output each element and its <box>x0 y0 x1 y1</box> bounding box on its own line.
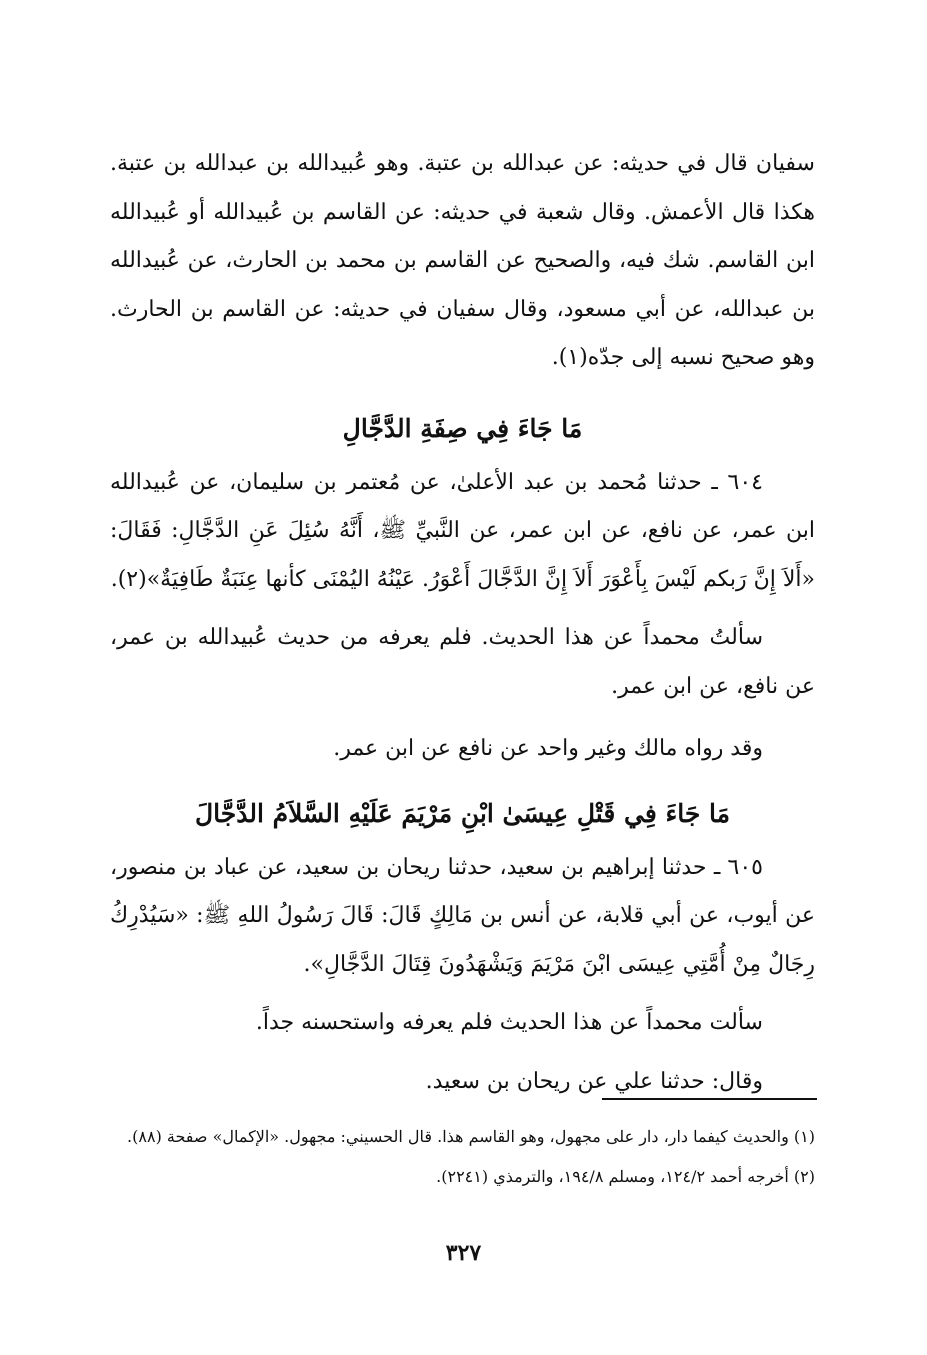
section-heading-isa-kills-dajjal: مَا جَاءَ فِي قَتْلِ عِيسَىٰ ابْنِ مَرْيَمَ عَلَيْهِ السَّلاَمُ الدَّجَّالَ <box>194 798 731 828</box>
footnote-divider <box>602 1098 817 1100</box>
hadith-604: ٦٠٤ ـ حدثنا مُحمد بن عبد الأعلىٰ، عن مُعتمر بن سليمان، عن عُبيدالله ابن عمر، عن نافع، عن ابن عمر، عن النَّبيِّ ﷺ، أَنَّهُ سُئِلَ عَنِ الدَّجَّالِ: فَقَالَ: «أَلاَ إِنَّ رَبكم لَيْسَ بِأَعْوَرَ أَلاَ إِنَّ الدَّجَّالَ أَعْوَرُ. عَيْنُهُ اليُمْنَى كأنها عِنَبَةٌ طَافِيَةٌ»(٢). <box>110 469 815 592</box>
paragraph-4: وقد رواه مالك وغير واحد عن نافع عن ابن عمر. <box>333 736 763 761</box>
page-number: ٣٢٧ <box>445 1240 482 1266</box>
footnote-2: (٢) أخرجه أحمد ١٢٤/٢، ومسلم ١٩٤/٨، والترمذي (٢٢٤١). <box>436 1167 815 1186</box>
paragraph-1: سفيان قال في حديثه: عن عبدالله بن عتبة. وهو عُبيدالله بن عبدالله بن عتبة. هكذا قال الأعمش. وقال شعبة في حديثه: عن القاسم بن عُبيدالله أو عُبيدالله ابن القاسم. شك فيه، والصحيح عن القاسم بن محمد بن الحارث، عن عُبيدالله بن عبدالله، عن أبي مسعود، وقال سفيان في حديثه: عن القاسم بن الحارث. وهو صحيح نسبه إلى جدّه(١). <box>110 151 815 370</box>
paragraph-3: سألتُ محمداً عن هذا الحديث. فلم يعرفه من حديث عُبيدالله بن عمر، عن نافع، عن ابن عمر. <box>110 625 815 699</box>
paragraph-6: سألت محمداً عن هذا الحديث فلم يعرفه واستحسنه جداً. <box>255 1010 763 1035</box>
paragraph-7: وقال: حدثنا علي عن ريحان بن سعيد. <box>425 1068 763 1094</box>
footnotes <box>110 1118 815 1196</box>
footnote-1: (١) والحديث كيفما دار، دار على مجهول، وهو القاسم هذا. قال الحسيني: مجهول. «الإكمال» صفحة (٨٨). <box>127 1127 815 1146</box>
hadith-605: ٦٠٥ ـ حدثنا إبراهيم بن سعيد، حدثنا ريحان بن سعيد، عن عباد بن منصور، عن أيوب، عن أبي قلابة، عن أنس بن مَالِكٍ قَالَ: قَالَ رَسُولُ اللهِ ﷺ: «سَيُدْرِكُ رِجَالٌ مِنْ أُمَّتِي عِيسَى ابْنَ مَرْيَمَ وَيَشْهَدُونَ قِتَالَ الدَّجَّالِ». <box>110 854 815 977</box>
section-heading-dajjal-description: مَا جَاءَ فِي صِفَةِ الدَّجَّالِ <box>342 413 583 443</box>
page-body <box>110 140 815 1106</box>
